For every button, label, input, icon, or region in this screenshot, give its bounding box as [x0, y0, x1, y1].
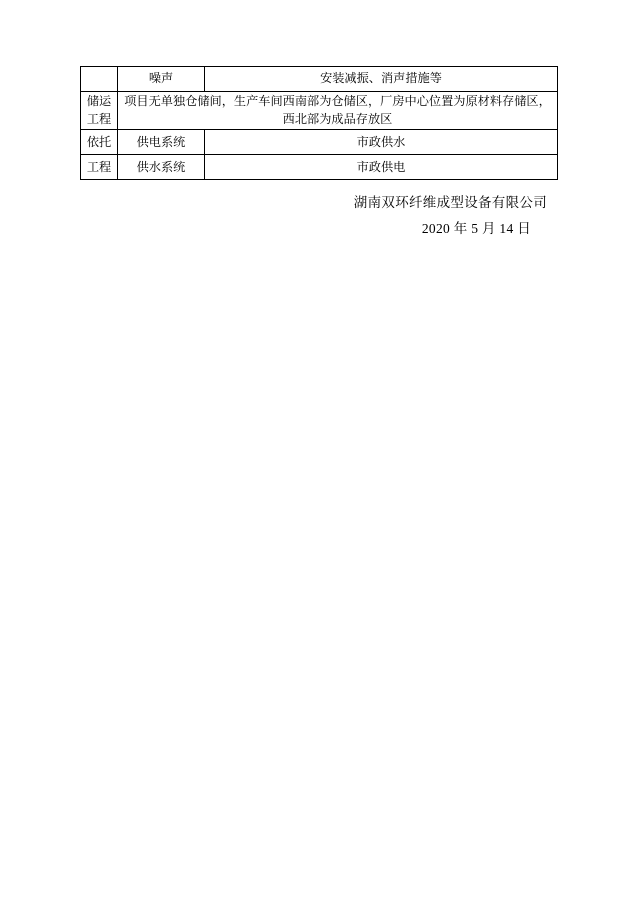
table-row	[81, 92, 558, 130]
table-cell-item: 噪声	[118, 67, 205, 92]
signature-date: 2020 年 5 月 14 日	[421, 221, 531, 237]
table-cell-description: 项目无单独仓储间，生产车间西南部为仓储区，厂房中心位置为原材料存储区，西北部为成品存放区	[118, 92, 558, 130]
table-cell-category	[81, 92, 118, 130]
table-cell-category-line1: 储运	[86, 94, 112, 108]
table-cell-item: 供水系统	[118, 155, 205, 180]
document-content	[80, 66, 557, 242]
table-cell-category-line2: 工程	[86, 111, 112, 126]
table-cell-category: 工程	[81, 155, 118, 180]
table-cell-value: 市政供水	[205, 130, 558, 155]
table-row	[81, 155, 558, 180]
table-cell-value: 安装减振、消声措施等	[205, 67, 558, 92]
table-cell-item: 供电系统	[118, 130, 205, 155]
table-cell-category	[81, 67, 118, 92]
signature-block	[80, 190, 557, 241]
table-row	[81, 130, 558, 155]
summary-table	[80, 66, 558, 180]
table-cell-category: 依托	[81, 130, 118, 155]
signature-company: 湖南双环纤维成型设备有限公司	[353, 195, 547, 211]
table-row	[81, 67, 558, 92]
table-cell-value: 市政供电	[205, 155, 558, 180]
